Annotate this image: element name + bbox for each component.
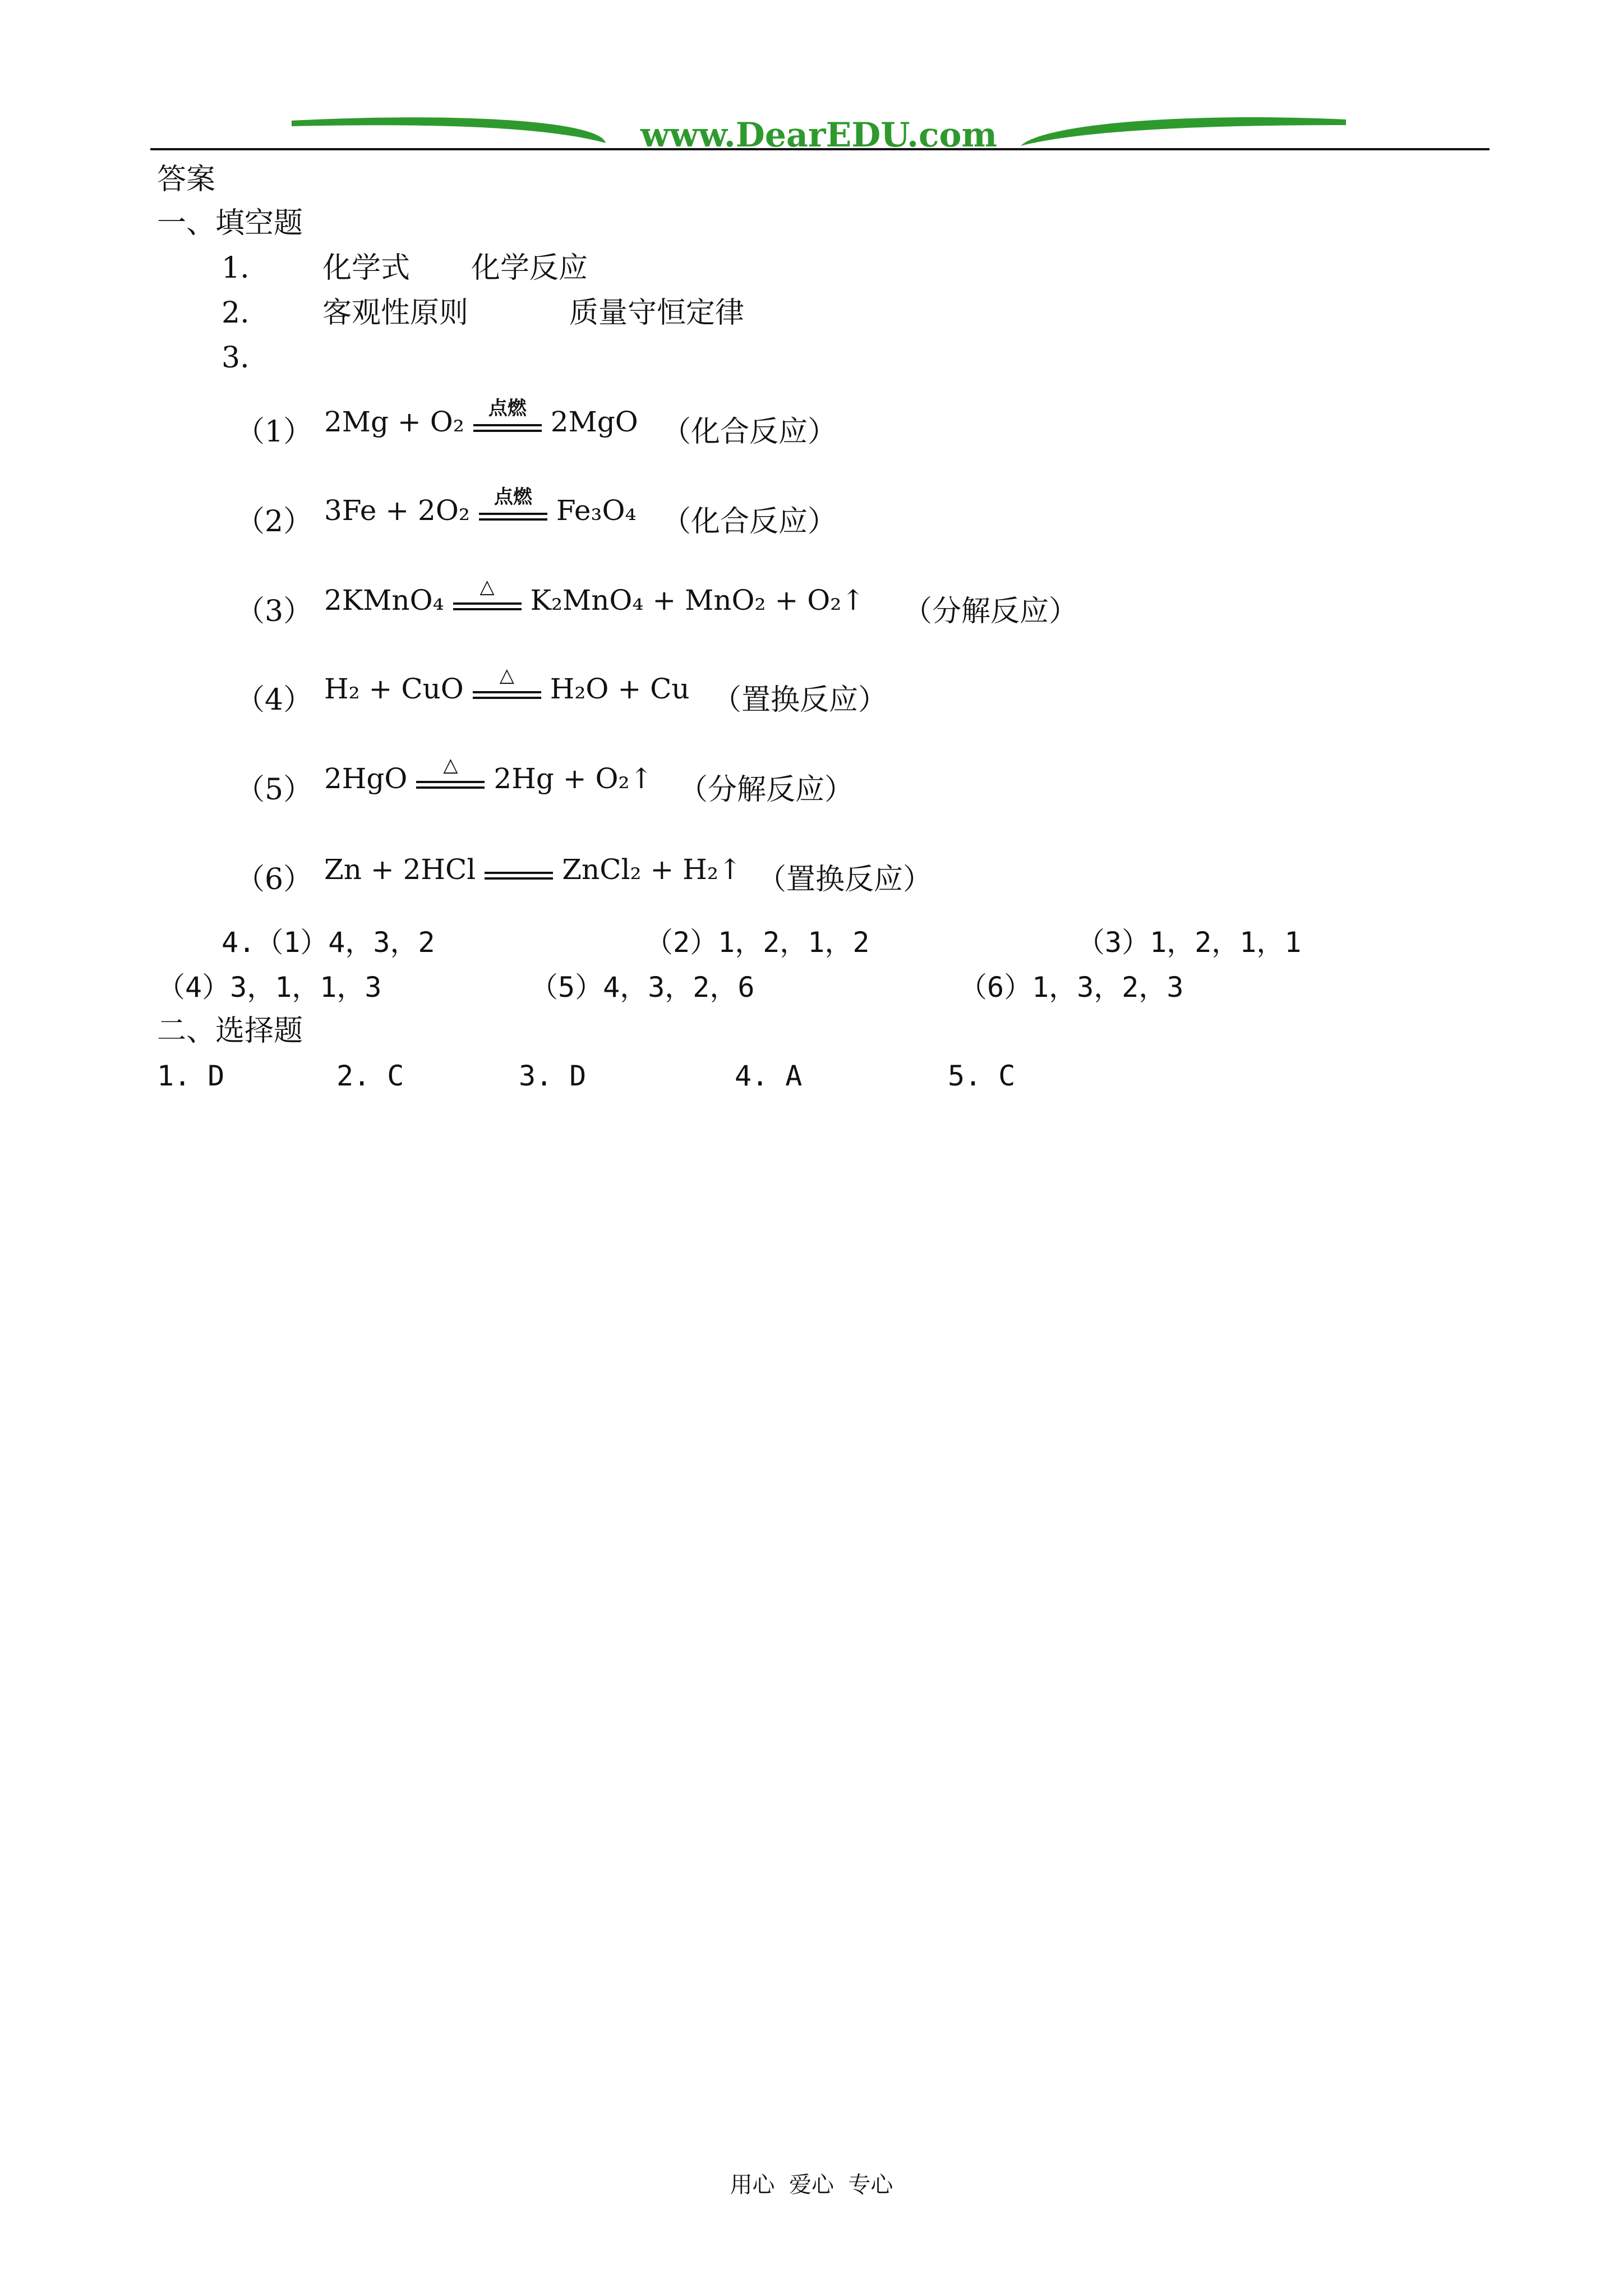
page-title: 答案 — [157, 163, 216, 196]
q4-answer: （5）4，3，2，6 — [530, 971, 755, 1004]
equation-right: 2MgO — [550, 406, 638, 438]
q4-answer: 4.（1）4，3，2 — [222, 926, 435, 959]
page-footer: 用心 爱心 专心 — [730, 2172, 893, 2198]
banner-swoosh-left — [292, 117, 606, 143]
equation-row-6 — [236, 863, 312, 896]
equation-left: 3Fe + 2O₂ — [324, 494, 470, 527]
equation-6 — [324, 853, 742, 886]
reaction-equals-sign — [482, 853, 555, 886]
reaction-type-3: （分解反应） — [903, 595, 1078, 628]
equation-label: （2） — [236, 505, 313, 539]
choice-answer: 1. D — [157, 1060, 225, 1092]
equation-label: （6） — [236, 863, 313, 896]
reaction-type-5: （分解反应） — [679, 773, 854, 807]
reaction-condition: △ — [499, 664, 514, 687]
reaction-condition: △ — [443, 754, 458, 776]
equation-left: Zn + 2HCl — [324, 853, 476, 886]
equation-row-5 — [236, 773, 312, 807]
banner-swoosh-right — [1021, 117, 1346, 146]
q2-answer-b: 质量守恒定律 — [569, 296, 745, 330]
header-rule — [150, 148, 1490, 150]
q1-answer-a: 化学式 — [322, 251, 411, 285]
reaction-condition: 点燃 — [494, 486, 532, 508]
q1-answer-b: 化学反应 — [471, 251, 588, 285]
reaction-condition: 点燃 — [488, 397, 527, 420]
choice-answer: 4. A — [735, 1060, 803, 1092]
equation-right: H₂O + Cu — [550, 673, 690, 705]
equation-label: （5） — [236, 773, 313, 807]
reaction-type-6: （置换反应） — [757, 863, 933, 896]
equation-row-4 — [236, 683, 312, 717]
q4-answer: （2）1，2，1，2 — [645, 926, 870, 959]
reaction-equals-sign — [471, 664, 543, 706]
reaction-type-2: （化合反应） — [662, 505, 837, 539]
equation-5 — [324, 754, 653, 795]
q4-answer: （6）1，3，2，3 — [959, 971, 1184, 1004]
equation-left: H₂ + CuO — [324, 673, 464, 705]
reaction-condition: △ — [479, 576, 495, 598]
reaction-equals-sign — [477, 486, 550, 527]
q1-number: 1. — [222, 251, 250, 285]
q2-answer-a: 客观性原则 — [322, 296, 469, 330]
equation-right: K₂MnO₄ + MnO₂ + O₂↑ — [530, 584, 865, 616]
equation-2 — [324, 486, 637, 527]
equation-1 — [324, 397, 638, 439]
site-logo-text: www.DearEDU.com — [640, 116, 998, 155]
q4-answer: （3）1，2，1，1 — [1077, 926, 1302, 959]
reaction-type-4: （置换反应） — [712, 683, 888, 717]
choice-answer: 3. D — [519, 1060, 587, 1092]
section1-heading: 一、填空题 — [157, 206, 303, 240]
header-banner — [292, 109, 1346, 160]
q4-answer: （4）3，1，1，3 — [157, 971, 382, 1004]
choice-answer: 2. C — [336, 1060, 404, 1092]
reaction-type-1: （化合反应） — [662, 415, 837, 449]
q2-number: 2. — [222, 296, 250, 330]
reaction-equals-sign — [451, 576, 524, 617]
equation-row-3 — [236, 595, 312, 628]
choice-answer: 5. C — [948, 1060, 1016, 1092]
q3-number: 3. — [222, 341, 250, 375]
equation-label: （3） — [236, 595, 313, 628]
equation-right: ZnCl₂ + H₂↑ — [562, 853, 742, 886]
equation-4 — [324, 664, 690, 706]
equation-right: Fe₃O₄ — [556, 494, 637, 527]
reaction-equals-sign — [414, 754, 487, 795]
equation-label: （4） — [236, 683, 313, 717]
section2-heading: 二、选择题 — [157, 1014, 303, 1048]
equation-label: （1） — [236, 415, 313, 449]
reaction-equals-sign — [471, 397, 544, 439]
equation-left: 2HgO — [324, 762, 408, 795]
equation-row-1 — [236, 415, 312, 449]
equation-row-2 — [236, 505, 312, 539]
equation-left: 2KMnO₄ — [324, 584, 444, 616]
equation-left: 2Mg + O₂ — [324, 406, 464, 438]
equation-3 — [324, 576, 865, 617]
equation-right: 2Hg + O₂↑ — [494, 762, 653, 795]
